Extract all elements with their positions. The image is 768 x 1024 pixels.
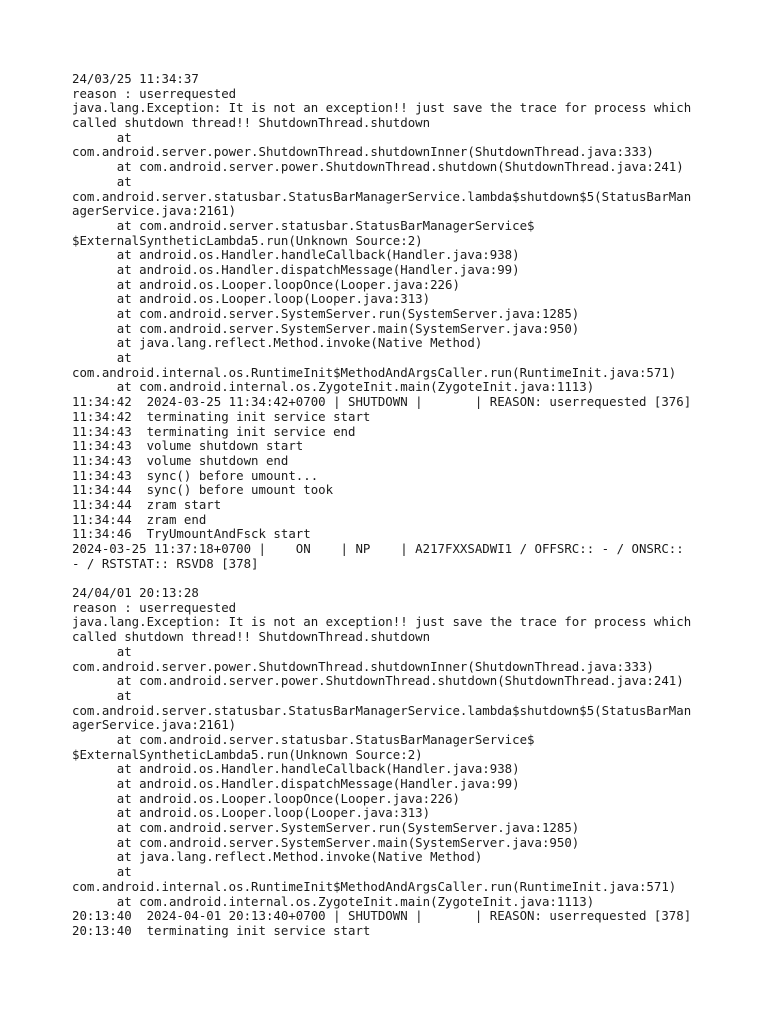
log-line: - / RSTSTAT:: RSVD8 [378]: [72, 555, 259, 571]
log-line: at android.os.Looper.loopOnce(Looper.java:226): [72, 790, 460, 806]
log-line: at android.os.Looper.loop(Looper.java:313): [72, 291, 431, 307]
log-line: at java.lang.reflect.Method.invoke(Native Method): [72, 849, 483, 865]
log-line: at com.android.server.statusbar.StatusBarManagerService$: [72, 217, 535, 233]
log-line: at com.android.server.SystemServer.main(SystemServer.java:950): [72, 320, 580, 336]
log-line: 11:34:44 sync() before umount took: [72, 482, 334, 498]
log-line: $ExternalSyntheticLambda5.run(Unknown Source:2): [72, 232, 423, 248]
log-line: at android.os.Looper.loopOnce(Looper.java:226): [72, 276, 460, 292]
log-line: com.android.internal.os.RuntimeInit$MethodAndArgsCaller.run(RuntimeInit.java:571): [72, 878, 677, 894]
log-line: 11:34:43 terminating init service end: [72, 423, 356, 439]
log-line: at com.android.server.SystemServer.main(SystemServer.java:950): [72, 834, 580, 850]
log-line: com.android.server.power.ShutdownThread.shutdownInner(ShutdownThread.java:333): [72, 144, 654, 160]
log-line: called shutdown thread!! ShutdownThread.shutdown: [72, 629, 431, 645]
log-line: at com.android.server.power.ShutdownThread.shutdown(ShutdownThread.java:241): [72, 673, 684, 689]
log-line: 11:34:42 2024-03-25 11:34:42+0700 | SHUTDOWN | | REASON: userrequested [376]: [72, 394, 692, 410]
blank-line: [72, 571, 712, 586]
log-line: 11:34:43 sync() before umount...: [72, 467, 319, 483]
log-line: at com.android.server.statusbar.StatusBarManagerService$: [72, 731, 535, 747]
log-line: 24/04/01 20:13:28: [72, 585, 199, 601]
log-line: agerService.java:2161): [72, 717, 237, 733]
log-line: reason : userrequested: [72, 599, 237, 615]
log-line: com.android.internal.os.RuntimeInit$MethodAndArgsCaller.run(RuntimeInit.java:571): [72, 364, 677, 380]
log-line: at: [72, 643, 132, 659]
log-line: at com.android.server.power.ShutdownThread.shutdown(ShutdownThread.java:241): [72, 159, 684, 175]
log-line: 11:34:43 volume shutdown end: [72, 452, 289, 468]
log-line: at: [72, 864, 132, 880]
log-line: at android.os.Handler.dispatchMessage(Handler.java:99): [72, 261, 520, 277]
log-line: at com.android.server.SystemServer.run(SystemServer.java:1285): [72, 306, 580, 321]
log-line: java.lang.Exception: It is not an exception!! just save the trace for process which: [72, 100, 692, 116]
log-line: at: [72, 173, 132, 189]
log-line: at android.os.Handler.dispatchMessage(Handler.java:99): [72, 776, 520, 791]
log-line: at android.os.Looper.loop(Looper.java:313): [72, 805, 431, 821]
log-line: com.android.server.power.ShutdownThread.shutdownInner(ShutdownThread.java:333): [72, 658, 654, 674]
log-line: at: [72, 687, 132, 703]
log-line: com.android.server.statusbar.StatusBarManagerService.lambda$shutdown$5(StatusBarMan: [72, 188, 692, 204]
log-line: 11:34:43 volume shutdown start: [72, 438, 304, 454]
log-line: at: [72, 129, 132, 145]
log-line: at com.android.server.SystemServer.run(SystemServer.java:1285): [72, 820, 580, 836]
log-line: 11:34:44 zram end: [72, 511, 207, 527]
log-line: called shutdown thread!! ShutdownThread.shutdown: [72, 115, 431, 131]
log-line: java.lang.Exception: It is not an exception!! just save the trace for process which: [72, 614, 692, 630]
log-line: 24/03/25 11:34:37: [72, 71, 199, 86]
log-line: at java.lang.reflect.Method.invoke(Native Method): [72, 335, 483, 351]
log-line: at com.android.internal.os.ZygoteInit.main(ZygoteInit.java:1113): [72, 379, 595, 395]
log-line: at android.os.Handler.handleCallback(Handler.java:938): [72, 761, 520, 777]
log-line: 11:34:44 zram start: [72, 496, 222, 512]
log-line: at com.android.internal.os.ZygoteInit.main(ZygoteInit.java:1113): [72, 893, 595, 909]
log-line: $ExternalSyntheticLambda5.run(Unknown Source:2): [72, 746, 423, 762]
log-line: 11:34:42 terminating init service start: [72, 408, 371, 424]
log-line: 20:13:40 2024-04-01 20:13:40+0700 | SHUTDOWN | | REASON: userrequested [378]: [72, 908, 692, 924]
log-line: reason : userrequested: [72, 85, 237, 101]
log-line: 20:13:40 terminating init service start: [72, 922, 371, 938]
log-document: [72, 72, 712, 939]
log-line: at: [72, 350, 132, 366]
log-line: agerService.java:2161): [72, 203, 237, 219]
log-line: 2024-03-25 11:37:18+0700 | ON | NP | A217FXXSADWI1 / OFFSRC:: - / ONSRC::: [72, 541, 684, 556]
log-line: at android.os.Handler.handleCallback(Handler.java:938): [72, 247, 520, 263]
log-line: com.android.server.statusbar.StatusBarManagerService.lambda$shutdown$5(StatusBarMan: [72, 702, 692, 718]
log-line: 11:34:46 TryUmountAndFsck start: [72, 526, 311, 542]
